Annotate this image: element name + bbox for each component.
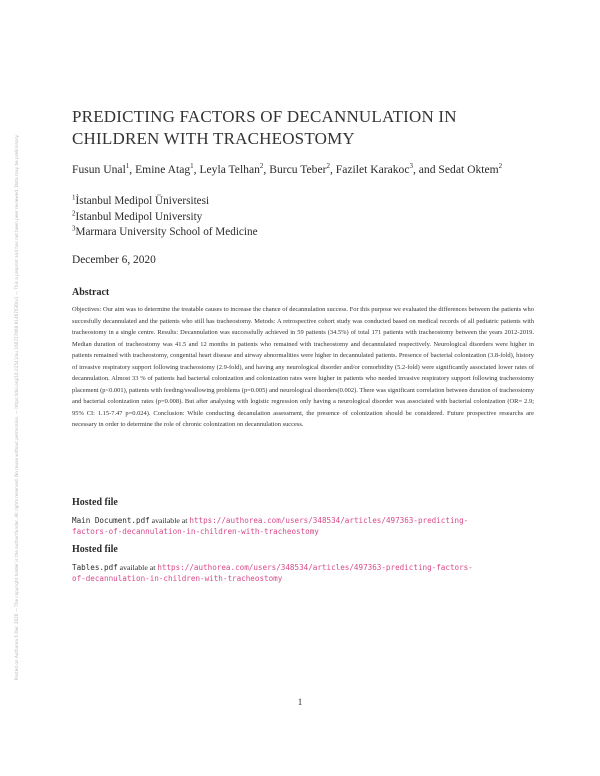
author-3-sup: 2 [259,162,264,171]
author-5: Fazilet Karakoc [335,163,410,176]
author-4: Burcu Teber [269,163,327,176]
affiliation-2: $^2$Istanbul Medipol University [72,209,203,223]
hosted-file-heading-2: Hosted file [72,544,118,555]
affiliation-1: $^1$İstanbul Medipol Üniversitesi [72,193,210,207]
hosted-file-1-name: Main Document.pdf [72,516,150,525]
publication-date: December 6, 2020 [72,254,156,266]
author-1-sup: 1 [125,162,130,171]
hosted-file-heading-1: Hosted file [72,497,118,508]
title-line-2: CHILDREN WITH TRACHEOSTOMY [72,129,355,148]
title-line-1: PREDICTING FACTORS OF DECANNULATION IN [72,107,457,126]
author-4-sup: 2 [326,162,330,171]
page-number: 1 [297,697,303,707]
affiliation-3: $^3$Marmara University School of Medicine [72,224,258,238]
author-3: Leyla Telhan [199,163,260,176]
hosted-file-1: Main Document.pdf available at https://authorea.com/users/348534/articles/497363-predicting- factors-of-decannulation-in-children-with-tracheostomy [72,516,469,536]
author-2-sup: 1 [190,162,194,171]
hosted-file-2-link[interactable]: https://authorea.com/users/348534/articles/497363-predicting-factors- [157,563,473,572]
hosted-file-1-link[interactable]: https://authorea.com/users/348534/articles/497363-predicting- [189,516,469,525]
abstract-heading: Abstract [72,287,110,298]
author-5-sup: 3 [409,162,413,171]
preprint-sidebar-notice [6,100,22,680]
hosted-file-2: Tables.pdf available at https://authorea.com/users/348534/articles/497363-predicting-factors- of-decannulation-in-children-with-tracheostomy [72,563,473,583]
author-2: Emine Atag [135,163,191,176]
author-1: Fusun Unal [72,163,126,176]
abstract-text: Objectives: Our aim was to determine the treatable causes to increase the chance of decannulation success. For this purpose we evaluated the differences between the patients who succesfully decannulated and the patients who still has tracheostomy. Metods: A retrospective cohort study was conducted based on medical records of all pediatric patients with tracheostomy in a single centre. Results: Decannulation was successfully achieved in 59 patients (34.5%) of total 171 patients with tracheostomy between the years 2012-2019. Median duration of tracheostomy was 41.5 and 12 months in patients who remained with tracheostomy and decannulated respectively. Neurological disorders were higher in patients remained with tracheostomy, congenital heart disease and airway abnormalities were higher in decannulated patients. Presence of bacterial colonization (3.8-fold), history of invasive respiratory support following tracheostomy (2.9-fold), and having any neurological disorder and/or comorbidity (5.2-fold) were significantly associated lower rates of decannulation. Almost 33 % of patients had bacterial colonization and colonization rates were higher in patients who needed invasive respiratory support following tracheostomy placement (p<0.001), patients with feeding/swallowing problems (p=0.005) and neurological disorders(0.002). There was significant correlation between duration of tracheostomy and bacterial colonization rates (p=0.008). But after analysing with logistic regression only having a neurological disorder was associated with bacterial colonization (OR= 2.9; 95% CI: 1.15-7.47 p=0.024). Conclusion: While conducting decanulation assessment, the presence of colonization should be considered. Future prospective researchs are necessary in order to determine the role of chronic colonization on decannulation success. [72,306,534,428]
hosted-file-2-name: Tables.pdf [72,563,118,572]
author-list: Fusun Unal$^1$, Emine Atag$^1$, Leyla Telhan$^2$, Burcu Teber$^2$, Fazilet Karakoc$^3$, and Sedat Oktem$^2$ [72,162,503,176]
hosted-file-2-link-cont[interactable]: of-decannulation-in-children-with-tracheostomy [72,574,283,583]
sidebar-text: Posted on Authorea 6 Dec 2020 — The copyright holder is the author/funder. All rights reserved. No reuse without permission. — https://doi.org/10.22541/au.160727069.91467630/v1 — This a preprint and has not been peer reviewed. Data may be preliminary. [14,134,19,680]
paper-title [72,106,542,150]
author-6: Sedat Oktem [438,163,499,176]
author-6-sup: 2 [498,162,503,171]
hosted-file-1-link-cont[interactable]: factors-of-decannulation-in-children-with-tracheostomy [72,527,319,536]
